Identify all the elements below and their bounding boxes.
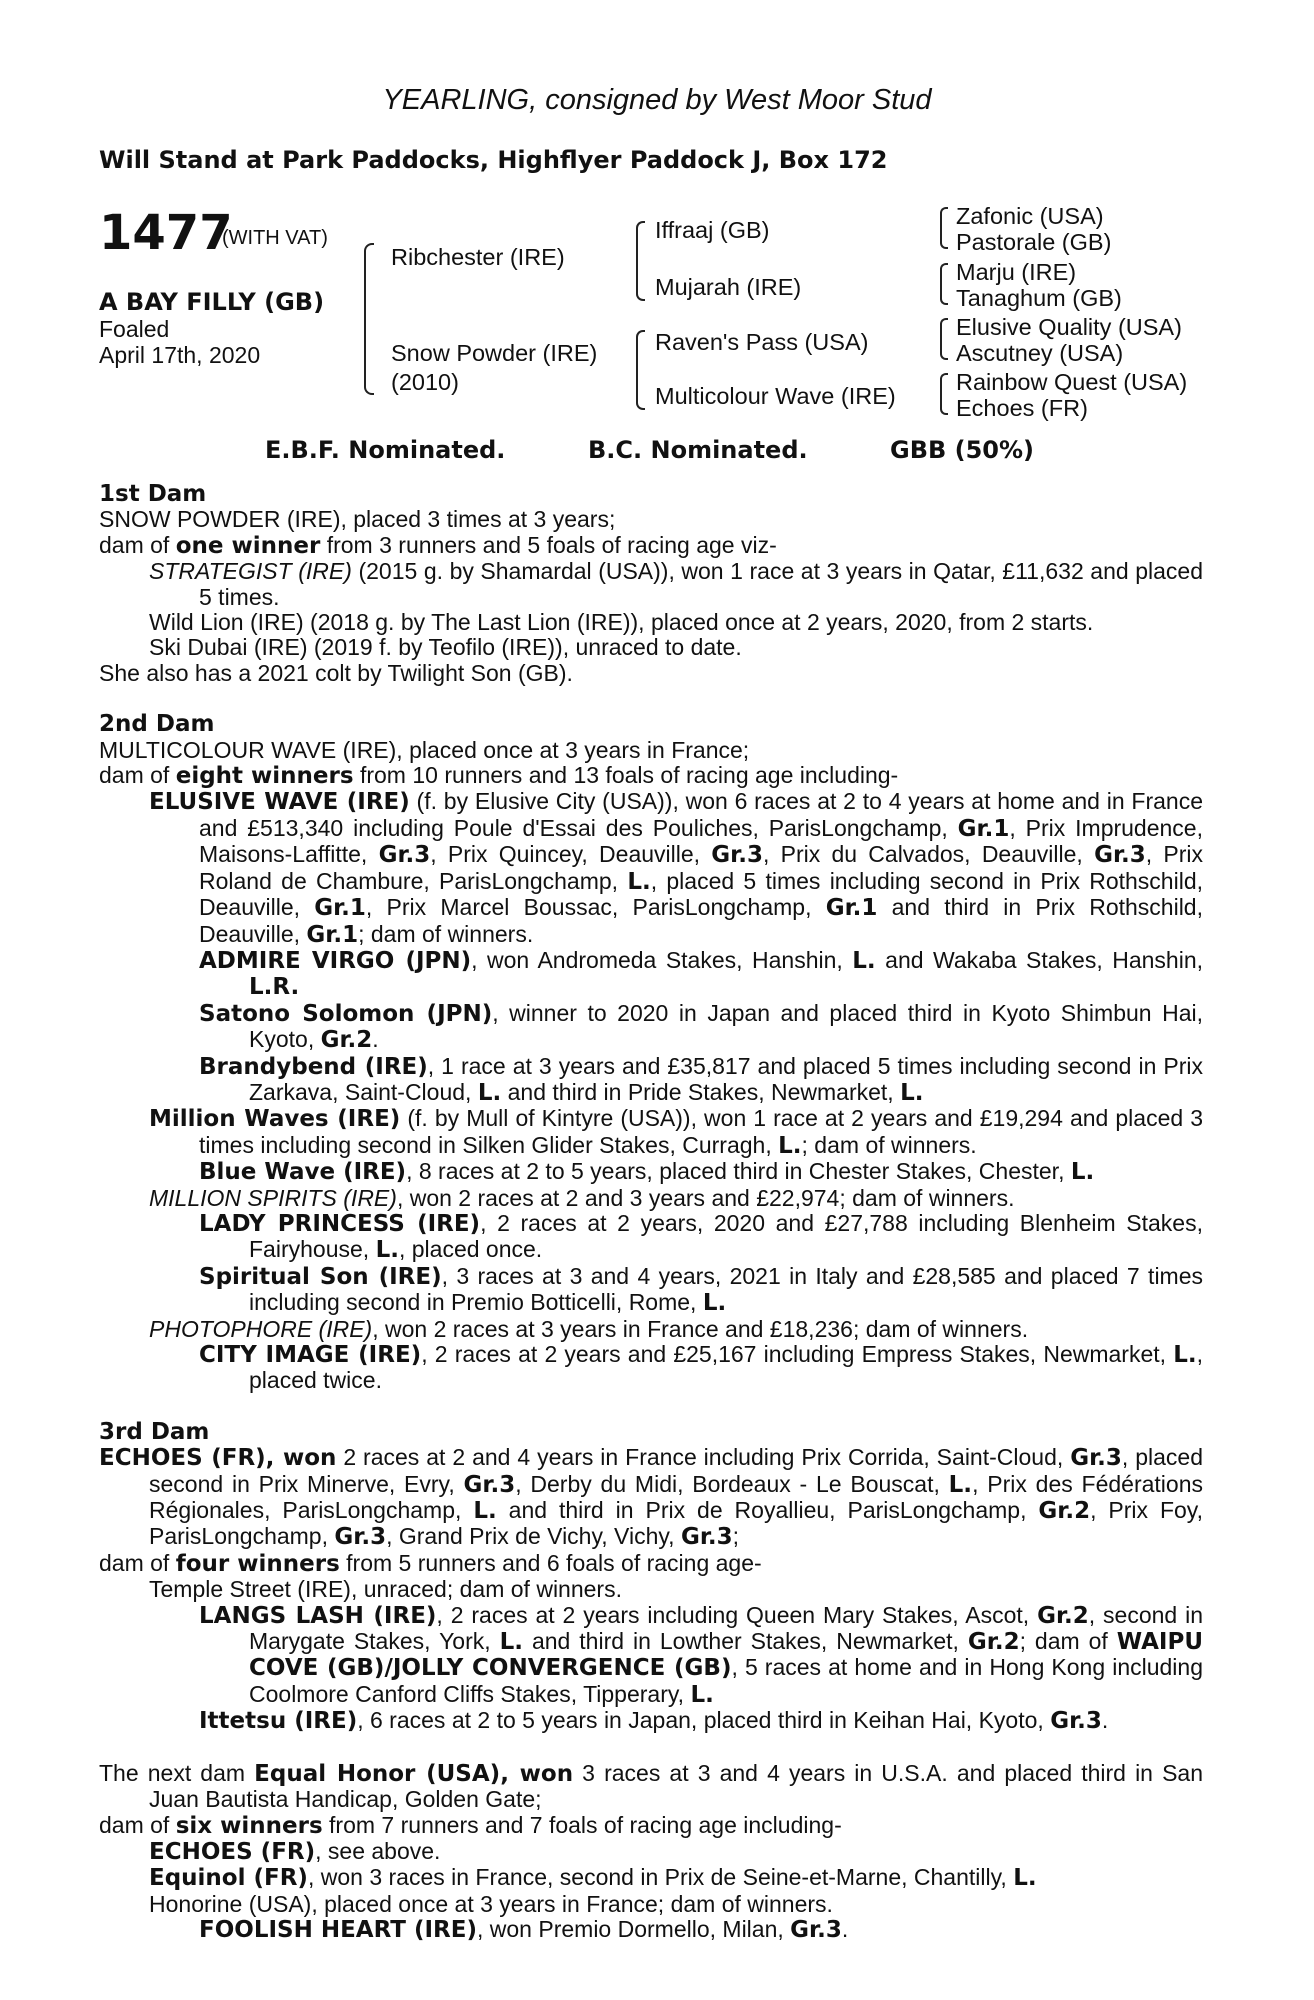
second-dam-heading: 2nd Dam — [99, 711, 215, 738]
sire-dam: Mujarah (IRE) — [655, 274, 802, 300]
lot-number: 1477 — [99, 205, 233, 261]
third-dam-produce-line: dam of four winners from 5 runners and 6 foals of racing age- — [99, 1549, 762, 1577]
vat-note: (WITH VAT) — [222, 227, 328, 249]
horse-name: A BAY FILLY (GB) — [99, 288, 325, 316]
entry-lady-princess: LADY PRINCESS (IRE), 2 races at 2 years, 2020 and £27,788 including Blenheim Stakes, Fairyhouse, L., placed once. — [199, 1209, 1203, 1264]
gg-marju: Marju (IRE) — [956, 259, 1077, 285]
entry-elusive-wave: ELUSIVE WAVE (IRE) (f. by Elusive City (USA)), won 6 races at 2 to 4 years at home and in France and £513,340 including Poule d'Essai des Pouliches, ParisLongchamp, Gr.1, Prix Imprudence, Maisons-Laffitte, Gr.3, Prix Quincey, Deauville, Gr.3, Prix du Calvados, Deauville, Gr.3, Prix Roland de Chambure, ParisLongchamp, L., placed 5 times including second in Prix Rothschild, Deauville, Gr.1, Prix Marcel Boussac, ParisLongchamp, Gr.1 and third in Prix Rothschild, Deauville, Gr.1; dam of winners. — [149, 788, 1204, 948]
entry-blue-wave: Blue Wave (IRE), 8 races at 2 to 5 years, placed third in Chester Stakes, Chester, L. — [199, 1158, 1095, 1186]
sire-sire: Iffraaj (GB) — [655, 217, 770, 243]
pedigree-brace-dam — [636, 330, 645, 410]
gg-echoes: Echoes (FR) — [956, 395, 1088, 421]
entry-wild-lion: Wild Lion (IRE) (2018 g. by The Last Lion (IRE)), placed once at 2 years, 2020, from 2 starts. — [149, 609, 1094, 636]
entry-temple-street: Temple Street (IRE), unraced; dam of winners. — [149, 1576, 622, 1603]
dam-sire: Raven's Pass (USA) — [655, 329, 869, 355]
first-dam-produce-line: dam of one winner from 3 runners and 5 foals of racing age viz- — [99, 531, 777, 559]
next-dam-produce-line: dam of six winners from 7 runners and 7 foals of racing age including- — [99, 1811, 842, 1839]
entry-strategist: STRATEGIST (IRE) (2015 g. by Shamardal (USA)), won 1 race at 3 years in Qatar, £11,632 and placed 5 times. — [149, 558, 1203, 610]
gg-tanaghum: Tanaghum (GB) — [956, 285, 1122, 311]
first-dam-line: SNOW POWDER (IRE), placed 3 times at 3 years; — [99, 506, 616, 533]
entry-spiritual-son: Spiritual Son (IRE), 3 races at 3 and 4 years, 2021 in Italy and £28,585 and placed 7 times including second in Premio Botticelli, Rome, L. — [199, 1262, 1204, 1317]
foaled-label: Foaled — [99, 316, 170, 342]
entry-echoes-ref: ECHOES (FR), see above. — [149, 1837, 441, 1865]
entry-langs-lash: LANGS LASH (IRE), 2 races at 2 years including Queen Mary Stakes, Ascot, Gr.2, second in Marygate Stakes, York, L. and third in Lowther Stakes, Newmarket, Gr.2; dam of WAIPU COVE (GB)/JOLLY CONVERGENCE (GB), 5 races at home and in Hong Kong including Coolmore Canford Cliffs Stakes, Tipperary, L. — [199, 1601, 1203, 1708]
entry-colt: She also has a 2021 colt by Twilight Son (GB). — [99, 659, 573, 686]
entry-equinol: Equinol (FR), won 3 races in France, second in Prix de Seine-et-Marne, Chantilly, L. — [149, 1864, 1037, 1892]
gg-ascutney: Ascutney (USA) — [956, 340, 1124, 366]
entry-ittetsu: Ittetsu (IRE), 6 races at 2 to 5 years in Japan, placed third in Keihan Hai, Kyoto, Gr.3. — [199, 1707, 1109, 1735]
entry-million-waves: Million Waves (IRE) (f. by Mull of Kintyre (USA)), won 1 race at 2 years and £19,294 and placed 3 times including second in Silken Glider Stakes, Curragh, L.; dam of winners. — [149, 1105, 1204, 1159]
entry-foolish-heart: FOOLISH HEART (IRE), won Premio Dormello, Milan, Gr.3. — [199, 1916, 849, 1944]
entry-city-image: CITY IMAGE (IRE), 2 races at 2 years and £25,167 including Empress Stakes, Newmarket, L., placed twice. — [199, 1341, 1203, 1394]
gg-rainbow-quest: Rainbow Quest (USA) — [956, 369, 1188, 395]
entry-brandybend: Brandybend (IRE), 1 race at 3 years and £35,817 and placed 5 times including second in Prix Zarkava, Saint-Cloud, L. and third in Pride Stakes, Newmarket, L. — [199, 1052, 1203, 1106]
dam: Snow Powder (IRE) — [391, 340, 598, 366]
pedigree-brace-g4 — [940, 373, 948, 415]
second-dam-line: MULTICOLOUR WAVE (IRE), placed once at 3 years in France; — [99, 736, 750, 763]
dam-dam: Multicolour Wave (IRE) — [655, 383, 896, 409]
entry-echoes: ECHOES (FR), won 2 races at 2 and 4 years in France including Prix Corrida, Saint-Cloud, Gr.3, placed second in Prix Minerve, Evry, Gr.3, Derby du Midi, Bordeaux - Le Bouscat, L., Prix des Fédérations Régionales, ParisLongchamp, L. and third in Prix de Royallieu, ParisLongchamp, Gr.2, Prix Foy, ParisLongchamp, Gr.3, Grand Prix de Vichy, Vichy, Gr.3; — [99, 1444, 1203, 1551]
pedigree-brace-sire — [636, 221, 645, 301]
catalogue-body — [99, 482, 1203, 1944]
entry-satono-solomon: Satono Solomon (JPN), winner to 2020 in Japan and placed third in Kyoto Shimbun Hai, Kyoto, Gr.2. — [199, 999, 1204, 1054]
gbb-note: GBB (50%) — [890, 436, 1035, 464]
bc-nomination: B.C. Nominated. — [588, 436, 808, 464]
entry-million-spirits: MILLION SPIRITS (IRE), won 2 races at 2 and 3 years and £22,974; dam of winners. — [149, 1184, 1015, 1211]
entry-equal-honor: The next dam Equal Honor (USA), won 3 races at 3 and 4 years in U.S.A. and placed third in San Juan Bautista Handicap, Golden Gate; — [99, 1759, 1203, 1813]
gg-zafonic: Zafonic (USA) — [956, 203, 1104, 229]
entry-photophore: PHOTOPHORE (IRE), won 2 races at 3 years in France and £18,236; dam of winners. — [149, 1315, 1029, 1342]
first-dam-heading: 1st Dam — [99, 481, 207, 507]
third-dam-heading: 3rd Dam — [99, 1418, 210, 1445]
ebf-nomination: E.B.F. Nominated. — [265, 436, 506, 464]
pedigree-brace-main — [364, 243, 374, 395]
second-dam-produce-line: dam of eight winners from 10 runners and 13 foals of racing age including- — [99, 762, 899, 790]
pedigree-brace-g3 — [940, 318, 948, 360]
foaled-date: April 17th, 2020 — [99, 342, 261, 368]
entry-ski-dubai: Ski Dubai (IRE) (2019 f. by Teofilo (IRE)), unraced to date. — [149, 634, 742, 661]
dam-year: (2010) — [391, 369, 459, 395]
gg-pastorale: Pastorale (GB) — [956, 229, 1112, 255]
stand-location: Will Stand at Park Paddocks, Highflyer Paddock J, Box 172 — [99, 146, 888, 174]
sire: Ribchester (IRE) — [391, 244, 565, 270]
gg-elusive-quality: Elusive Quality (USA) — [956, 314, 1182, 340]
consignment-title: YEARLING, consigned by West Moor Stud — [382, 84, 932, 116]
entry-honorine: Honorine (USA), placed once at 3 years in France; dam of winners. — [149, 1890, 833, 1917]
entry-admire-virgo: ADMIRE VIRGO (JPN), won Andromeda Stakes, Hanshin, L. and Wakaba Stakes, Hanshin, L.R. — [199, 946, 1203, 1001]
pedigree-brace-g2 — [940, 263, 948, 305]
pedigree-brace-g1 — [940, 207, 948, 249]
